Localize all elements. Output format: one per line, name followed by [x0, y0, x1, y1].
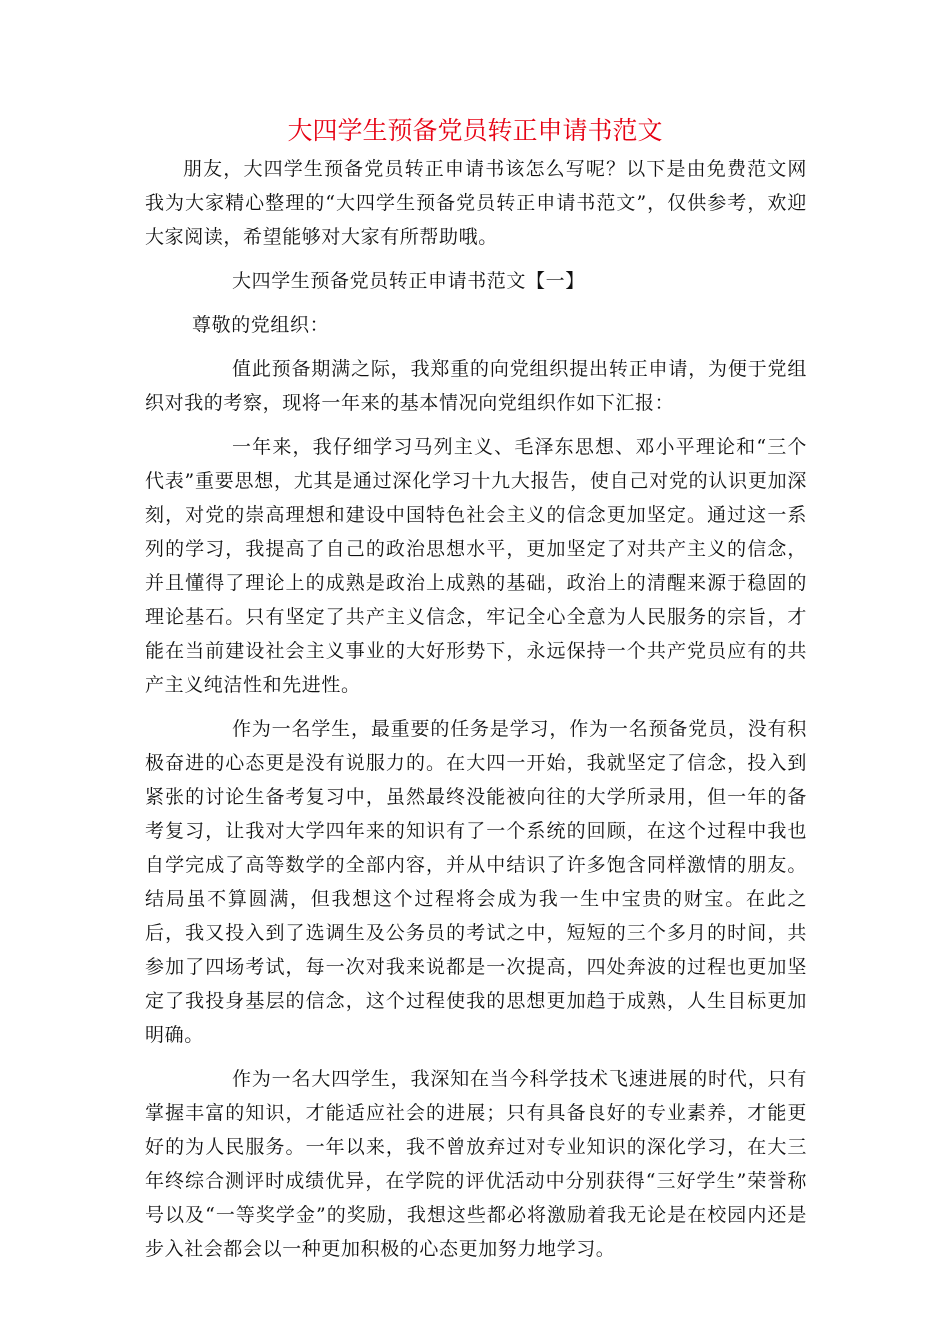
body-paragraph-2: 一年来，我仔细学习马列主义、毛泽东思想、邓小平理论和“三个代表”重要思想，尤其是通过深化学习十九大报告，使自己对党的认识更加深刻，对党的崇高理想和建设中国特色社会主义的信念更加坚定。通过这一系列的学习，我提高了自己的政治思想水平，更加坚定了对共产主义的信念，并且懂得了理论上的成熟是政治上成熟的基础，政治上的清醒来源于稳固的理论基石。只有坚定了共产主义信念，牢记全心全意为人民服务的宗旨，才能在当前建设社会主义事业的大好形势下，永远保持一个共产党员应有的共产主义纯洁性和先进性。 [145, 436, 807, 696]
document-title: 大四学生预备党员转正申请书范文 [287, 116, 663, 145]
intro-paragraph: 朋友，大四学生预备党员转正申请书该怎么写呢？以下是由免费范文网我为大家精心整理的“大四学生预备党员转正申请书范文”，仅供参考，欢迎大家阅读，希望能够对大家有所帮助哦。 [145, 158, 807, 248]
document-body [145, 152, 807, 1266]
section-subtitle: 大四学生预备党员转正申请书范文【一】 [232, 270, 585, 292]
body-paragraph-3: 作为一名学生，最重要的任务是学习，作为一名预备党员，没有积极奋进的心态更是没有说服力的。在大四一开始，我就坚定了信念，投入到紧张的讨论生备考复习中，虽然最终没能被向往的大学所录用，但一年的备考复习，让我对大学四年来的知识有了一个系统的回顾，在这个过程中我也自学完成了高等数学的全部内容，并从中结识了许多饱含同样激情的朋友。结局虽不算圆满，但我想这个过程将会成为我一生中宝贵的财宝。在此之后，我又投入到了选调生及公务员的考试之中，短短的三个多月的时间，共参加了四场考试，每一次对我来说都是一次提高，四处奔波的过程也更加坚定了我投身基层的信念，这个过程使我的思想更加趋于成熟，人生目标更加明确。 [145, 718, 807, 1046]
body-paragraph-4: 作为一名大四学生，我深知在当今科学技术飞速进展的时代，只有掌握丰富的知识，才能适应社会的进展；只有具备良好的专业素养，才能更好的为人民服务。一年以来，我不曾放弃过对专业知识的深化学习，在大三年终综合测评时成绩优异，在学院的评优活动中分别获得“三好学生”荣誉称号以及“一等奖学金”的奖励，我想这些都必将激励着我无论是在校园内还是步入社会都会以一种更加积极的心态更加努力地学习。 [145, 1068, 807, 1260]
body-paragraph-1: 值此预备期满之际，我郑重的向党组织提出转正申请，为便于党组织对我的考察，现将一年来的基本情况向党组织作如下汇报： [145, 358, 807, 414]
salutation: 尊敬的党组织： [192, 314, 330, 336]
